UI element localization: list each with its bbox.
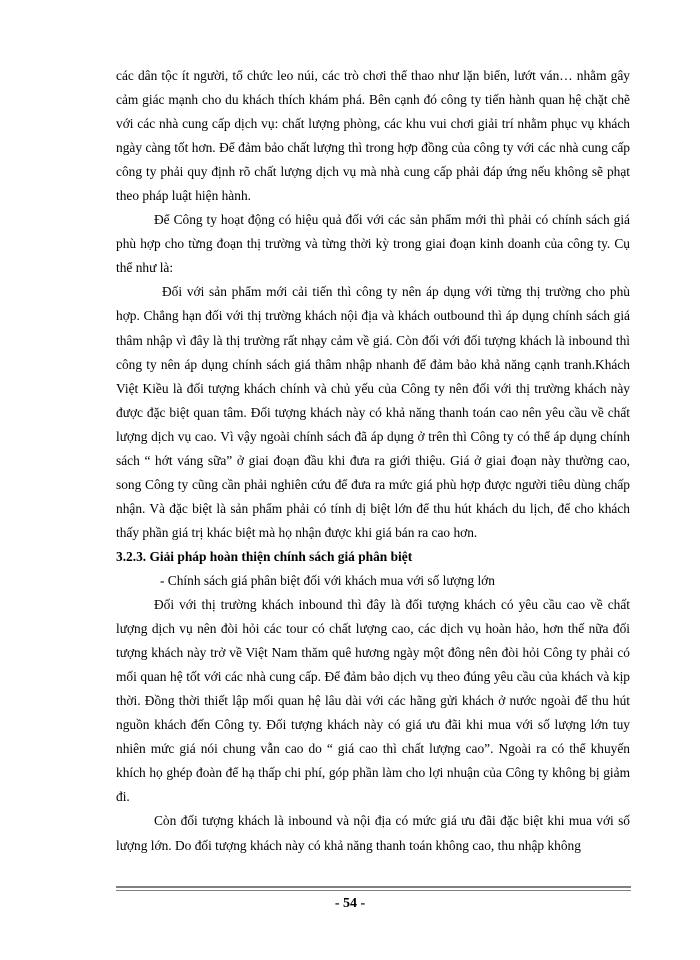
footer-rule-thin: [116, 890, 631, 891]
paragraph-5: Còn đối tượng khách là inbound và nội địa có mức giá ưu đãi đặc biệt khi mua với số lượng lớn. Do đối tượng khách này có khả năng thanh toán không cao, thu nhập không: [116, 813, 630, 853]
paragraph-1: các dân tộc ít người, tổ chức leo núi, các trò chơi thể thao như lặn biển, lướt ván… nhằm gây cảm giác mạnh cho du khách thích khám phá. Bên cạnh đó công ty tiến hành quan hệ chặt chẽ với các nhà cung cấp dịch vụ: chất lượng phòng, các khu vui chơi giải trí nhằm phục vụ khách ngày càng tốt hơn. Để đảm bảo chất lượng thì trong hợp đồng của công ty với các nhà cung cấp công ty phải quy định rõ chất lượng dịch vụ mà nhà cung cấp phải đáp ứng nếu không sẽ phạt theo pháp luật hiện hành.: [116, 68, 630, 204]
paragraph-2: Để Công ty hoạt động có hiệu quả đối với các sản phẩm mới thì phải có chính sách giá phù hợp cho từng đoạn thị trường và từng thời kỳ trong giai đoạn kinh doanh của công ty. Cụ thể như là:: [116, 212, 630, 276]
paragraph-3: Đối với sản phẩm mới cải tiến thì công ty nên áp dụng với từng thị trường cho phù hợp. Chẳng hạn đối với thị trường khách nội địa và khách outbound thì áp dụng chính sách giá thâm nhập vì đây là thị trường rất nhạy cảm về giá. Còn đối với đối tượng khách là inbound thì công ty nên áp dụng chính sách giá thâm nhập nhanh để đảm bảo khả năng cạnh tranh.Khách Việt Kiều là đối tượng khách chính và chủ yếu của Công ty nên đối với thị trường khách này được đặc biệt quan tâm. Đối tượng khách này có khả năng thanh toán cao nên yêu cầu về chất lượng dịch vụ cao. Vì vậy ngoài chính sách đã áp dụng ở trên thì Công ty có thể áp dụng chính sách “ hớt váng sữa” ở giai đoạn đầu khi đưa ra giới thiệu. Giá ở giai đoạn này thường cao, song Công ty cũng cần phải nghiên cứu để đưa ra mức giá phù hợp được người tiêu dùng chấp nhận. Và đặc biệt là sản phẩm phải có tính dị biệt lớn để thu hút khách du lịch, để cho khách thấy phần giá trị khác biệt mà họ nhận được khi giá bán ra cao hơn.: [116, 284, 630, 540]
section-heading: 3.2.3. Giải pháp hoàn thiện chính sách giá phân biệt: [116, 548, 413, 564]
sub-heading: - Chính sách giá phân biệt đối với khách mua với số lượng lớn: [160, 572, 495, 588]
page-number: - 54 -: [334, 896, 366, 911]
paragraph-4: Đối với thị trường khách inbound thì đây là đối tượng khách có yêu cầu cao về chất lượng dịch vụ nên đòi hỏi các tour có chất lượng cao, các dịch vụ hoàn hảo, hơn thế nữa đối tượng khách này trở về Việt Nam thăm quê hương ngày một đông nên đòi hỏi Công ty phải có mối quan hệ tốt với các nhà cung cấp. Để đảm bảo dịch vụ theo đúng yêu cầu của khách và kịp thời. Đồng thời thiết lập mối quan hệ lâu dài với các hãng gửi khách ở nước ngoài để thu hút nguồn khách đến Công ty. Đối tượng khách này có giá ưu đãi khi mua với số lượng lớn tuy nhiên mức giá nói chung vẫn cao do “ giá cao thì chất lượng cao”. Ngoài ra có thể khuyến khích họ ghép đoàn để hạ thấp chi phí, góp phần làm cho lợi nhuận của Công ty không bị giảm đi.: [116, 597, 630, 805]
footer-rule: [116, 886, 631, 888]
body-text: [116, 64, 630, 858]
